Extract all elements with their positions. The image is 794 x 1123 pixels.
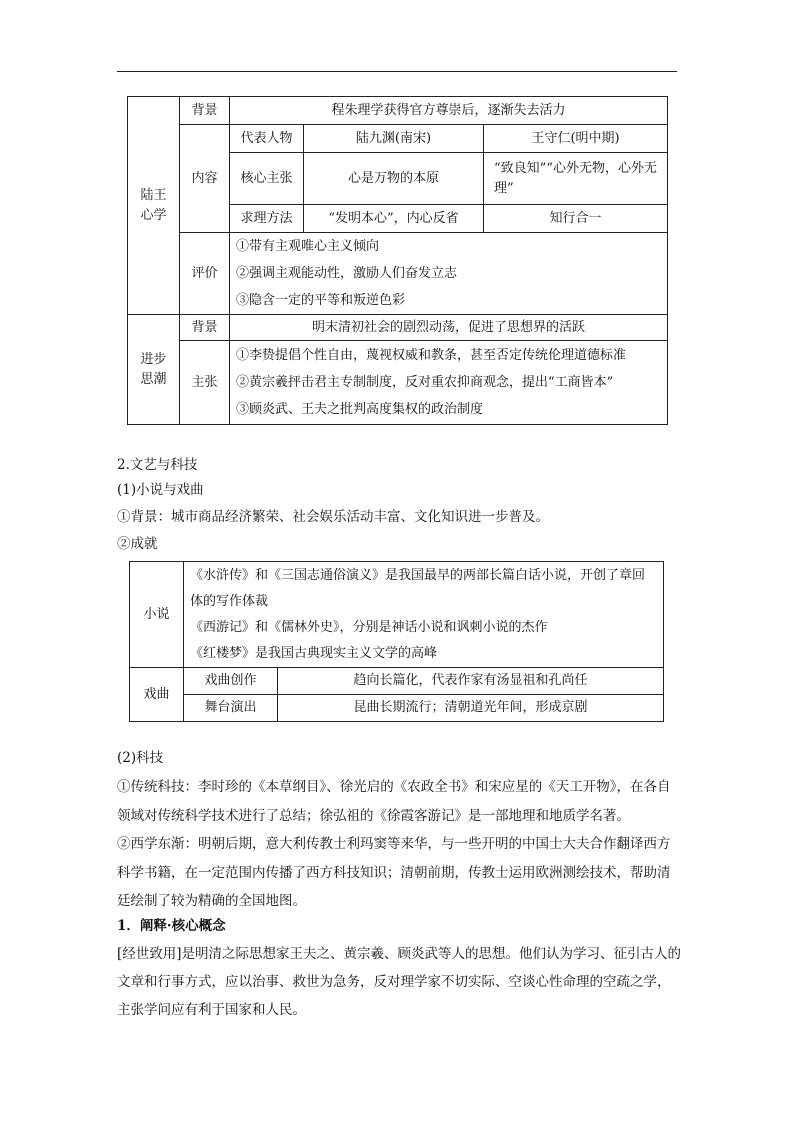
bg-label: 背景 — [180, 97, 230, 125]
novel-label: 小说 — [130, 562, 184, 668]
bg2-value: 明末清初社会的剧烈动荡，促进了思想界的活跃 — [230, 315, 668, 341]
sub2-title: (2)科技 — [117, 750, 164, 766]
create-value: 趋向长篇化，代表作家有汤显祖和孔尚任 — [278, 668, 664, 695]
novel-item: 《水浒传》和《三国志通俗演义》是我国最早的两部长篇白话小说，开创了章回体的写作体裁 — [190, 567, 646, 609]
method-lu: “发明本心”，内心反省 — [304, 205, 484, 233]
zz-item: ③顾炎武、王夫之批判高度集权的政治制度 — [236, 402, 484, 417]
section-jinbu — [128, 315, 180, 425]
tech-paragraph-2: ②西学东渐：明朝后期，意大利传教士利玛窦等来华，与一些开明的中国士大夫合作翻译西方科学书籍，在一定范围内传播了西方科技知识；清朝前期，传教士运用欧洲测绘技术，帮助清廷绘制了较为精确的全国地图。 — [117, 836, 671, 909]
header-rule — [117, 71, 677, 72]
eval-cell — [230, 233, 668, 315]
concept-title: 1．阐释·核心概念 — [117, 918, 226, 934]
zz-item: ②黄宗羲抨击君主专制制度，反对重农抑商观念，提出“工商皆本” — [236, 375, 614, 390]
eval-item: ②强调主观能动性，激励人们奋发立志 — [236, 266, 458, 281]
achieve-title: ②成就 — [117, 536, 158, 552]
stage-label: 舞台演出 — [184, 695, 278, 722]
zz-item: ①李贽提倡个性自由，蔑视权威和教条，甚至否定传统伦理道德标准 — [236, 348, 627, 363]
eval-item: ③隐含一定的平等和叛逆色彩 — [236, 293, 406, 308]
eval-label: 评价 — [180, 233, 230, 315]
rep-wang: 王守仁(明中期) — [484, 125, 668, 153]
core-label: 核心主张 — [230, 153, 304, 205]
novel-cell — [184, 562, 664, 668]
concept-text: [经世致用]是明清之际思想家王夫之、黄宗羲、顾炎武等人的思想。他们认为学习、征引古人的文章和行事方式，应以治事、救世为急务，反对理学家不切实际、空谈心性命理的空疏之学，主张学问应有利于国家和人民。 — [117, 946, 682, 1018]
create-label: 戏曲创作 — [184, 668, 278, 695]
neirong-label: 内容 — [180, 125, 230, 233]
rep-label: 代表人物 — [230, 125, 304, 153]
bg2-label: 背景 — [180, 315, 230, 341]
bg-value: 程朱理学获得官方尊崇后，逐渐失去活力 — [230, 97, 668, 125]
zz-label: 主张 — [180, 341, 230, 425]
section-jinbu-text: 进步 思潮 — [140, 351, 167, 387]
core-wang: “致良知”“心外无物，心外无理” — [484, 153, 668, 205]
novel-item: 《红楼梦》是我国古典现实主义文学的高峰 — [190, 645, 438, 661]
section-luwang-text: 陆王 心学 — [140, 187, 167, 223]
sub1-title: (1)小说与戏曲 — [117, 482, 204, 498]
bg-line: ①背景：城市商品经济繁荣、社会娱乐活动丰富、文化知识进一步普及。 — [117, 509, 549, 525]
literature-table — [129, 561, 664, 722]
core-lu: 心是万物的本原 — [304, 153, 484, 205]
eval-item: ①带有主观唯心主义倾向 — [236, 239, 380, 254]
tech-paragraph-1: ①传统科技：李时珍的《本草纲目》、徐光启的《农政全书》和宋应星的《天工开物》，在各自领域对传统科学技术进行了总结；徐弘祖的《徐霞客游记》是一部地理和地质学名著。 — [117, 779, 671, 824]
rep-lu: 陆九渊(南宋) — [304, 125, 484, 153]
method-label: 求理方法 — [230, 205, 304, 233]
novel-item: 《西游记》和《儒林外史》，分别是神话小说和讽刺小说的杰作 — [190, 619, 548, 635]
sec2-title: 2.文艺与科技 — [117, 457, 198, 473]
stage-value: 昆曲长期流行；清朝道光年间，形成京剧 — [278, 695, 664, 722]
drama-label: 戏曲 — [130, 668, 184, 722]
thought-table — [127, 96, 668, 425]
method-wang: 知行合一 — [484, 205, 668, 233]
section-luwang — [128, 97, 180, 315]
zz-cell — [230, 341, 668, 425]
